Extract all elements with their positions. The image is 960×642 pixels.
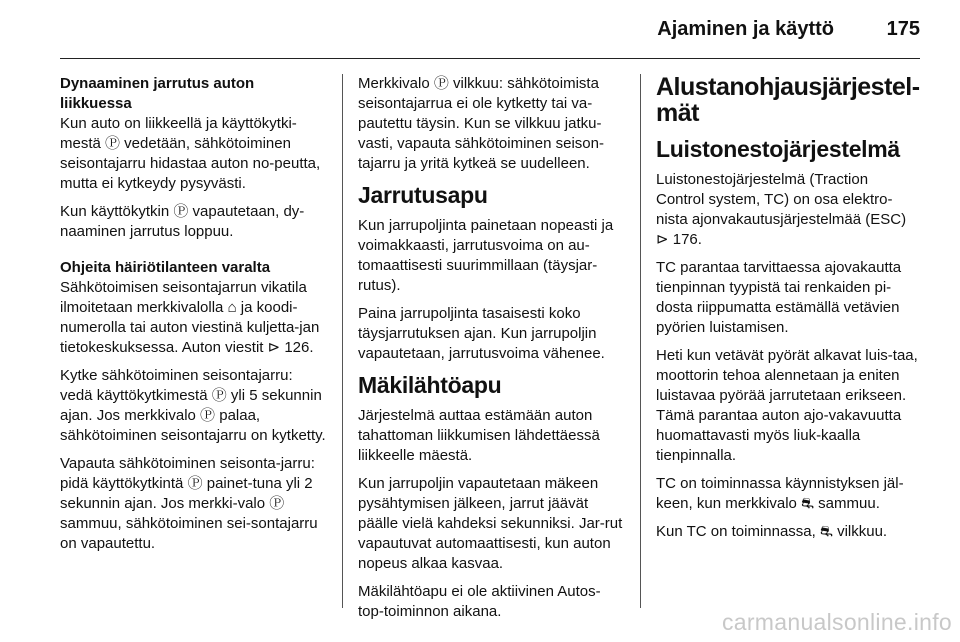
paragraph: Kun käyttökytkin Ⓟ vapautetaan, dy-naaminen jarrutus loppuu. — [60, 203, 305, 240]
paragraph: Sähkötoimisen seisontajarrun vikatila ilmoitetaan merkkivalolla ⌂ ja koodi-numerolla tai auton viestinä kuljetta-jan tietokeskuksessa. Auton viestit ⊳ 126. — [60, 279, 320, 356]
paragraph: Mäkilähtöapu ei ole aktiivinen Autos-top-toiminnon aikana. — [358, 583, 601, 620]
heading-fault-instructions: Ohjeita häiriötilanteen varalta — [60, 259, 271, 276]
column-1 — [60, 74, 326, 562]
paragraph: TC on toiminnassa käynnistyksen jäl-keen, kun merkkivalo ⛐ sammuu. — [656, 475, 904, 512]
paragraph: Heti kun vetävät pyörät alkavat luis-taa, moottorin tehoa alennetaan ja eniten luistavaa pyörää jarrutetaan erikseen. Tämä parantaa auton ajo-vakavuutta huomattavasti myös liuk-kaalla tienpinnalla. — [656, 347, 918, 464]
page-number: 175 — [886, 18, 920, 40]
heading-brake-assist: Jarrutusapu — [358, 182, 488, 208]
chapter-title: Ajaminen ja käyttö — [657, 18, 834, 40]
paragraph: Vapauta sähkötoiminen seisonta-jarru: pidä käyttökytkintä Ⓟ painet-tuna yli 2 sekunnin ajan. Jos merkki-valo Ⓟ sammuu, sähkötoiminen sei-sontajarru on vapautettu. — [60, 455, 318, 552]
paragraph: Järjestelmä auttaa estämään auton tahattoman liikkumisen lähdettäessä liikkeelle mäestä. — [358, 407, 600, 464]
column-divider — [342, 74, 343, 608]
page-header — [60, 0, 920, 59]
paragraph: Paina jarrupoljinta tasaisesti koko täysjarrutuksen ajan. Kun jarrupoljin vapautetaan, jarrutusvoima vähenee. — [358, 305, 605, 362]
paragraph: Kytke sähkötoiminen seisontajarru: vedä käyttökytkimestä Ⓟ yli 5 sekunnin ajan. Jos merkkivalo Ⓟ palaa, sähkötoiminen seisontajarru on kytketty. — [60, 367, 326, 444]
paragraph: Kun auto on liikkeellä ja käyttökytki-mestä Ⓟ vedetään, sähkötoiminen seisontajarru hidastaa auton no-peutta, mutta ei kytkeydy pysyvästi. — [60, 115, 321, 192]
column-divider — [640, 74, 641, 608]
paragraph: Merkkivalo Ⓟ vilkkuu: sähkötoimista seisontajarrua ei ole kytketty tai va-pautettu täysin. Kun se vilkkuu jatku-vasti, vapauta sähkötoiminen seison-tajarru ja yritä kytkeä se uudelleen. — [358, 75, 604, 172]
heading-traction-control: Luistonestojärjestelmä — [656, 136, 900, 162]
paragraph: Kun TC on toiminnassa, ⛐ vilkkuu. — [656, 523, 888, 540]
column-2 — [358, 74, 626, 630]
paragraph: Kun jarrupoljin vapautetaan mäkeen pysähtymisen jälkeen, jarrut jäävät päälle vielä kahdeksi sekunniksi. Jar-rut vapautuvat automaattisesti, kun auton nopeus alkaa kasvaa. — [358, 475, 623, 572]
paragraph: Kun jarrupoljinta painetaan nopeasti ja voimakkaasti, jarrutusvoima on au-tomaattisesti suurimmillaan (täysjar-rutus). — [358, 217, 614, 294]
heading-dynamic-braking: Dynaaminen jarrutus auton liikkuessa — [60, 75, 255, 112]
paragraph: Luistonestojärjestelmä (Traction Control system, TC) on osa elektro-nista ajonvakautusjärjestelmää (ESC) ⊳ 176. — [656, 171, 907, 248]
paragraph: TC parantaa tarvittaessa ajovakautta tienpinnan tyypistä tai renkaiden pi-dosta riippumatta estämällä vetävien pyörien luistamisen. — [656, 259, 902, 336]
heading-chassis-control-systems: Alustanohjausjärjestel-mät — [656, 73, 920, 127]
column-3 — [656, 74, 920, 550]
watermark: carmanualsonline.info — [721, 609, 952, 635]
heading-hill-start-assist: Mäkilähtöapu — [358, 372, 502, 398]
